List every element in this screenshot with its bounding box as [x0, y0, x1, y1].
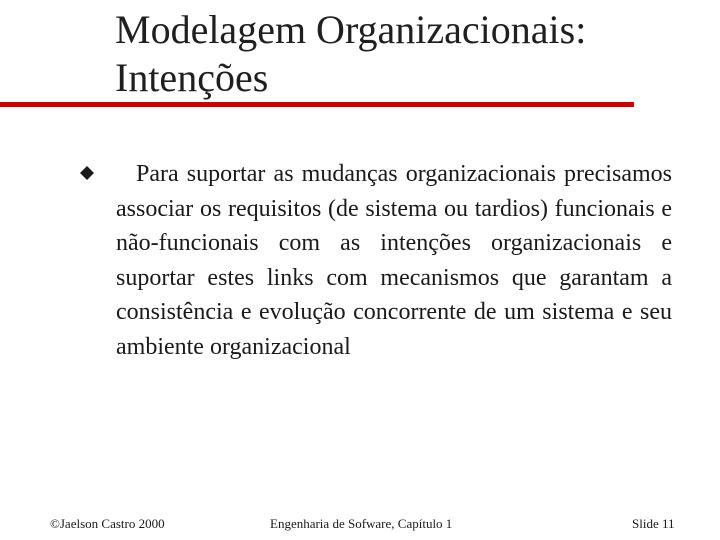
- slide-title-line-1: Modelagem Organizacionais:: [115, 7, 587, 52]
- body-text: Para suportar as mudanças organizacionais precisamos associar os requisitos (de sistema ou tardios) funcionais e não-funcionais com as intenções organizacionais e suportar estes links com mecanismos que garantam a consistência e evolução concorrente de um sistema e seu ambiente organizacional: [116, 161, 672, 360]
- slide-title-line-2: Intenções: [115, 55, 269, 100]
- body-paragraph: [116, 157, 672, 364]
- footer-author: ©Jaelson Castro 2000: [50, 516, 165, 531]
- footer-slide-number: Slide 11: [632, 516, 675, 531]
- footer-course: Engenharia de Sofware, Capítulo 1: [270, 516, 453, 531]
- slide-title: [115, 6, 675, 102]
- diamond-bullet-icon: [80, 166, 94, 180]
- title-underline-rule: [0, 102, 634, 107]
